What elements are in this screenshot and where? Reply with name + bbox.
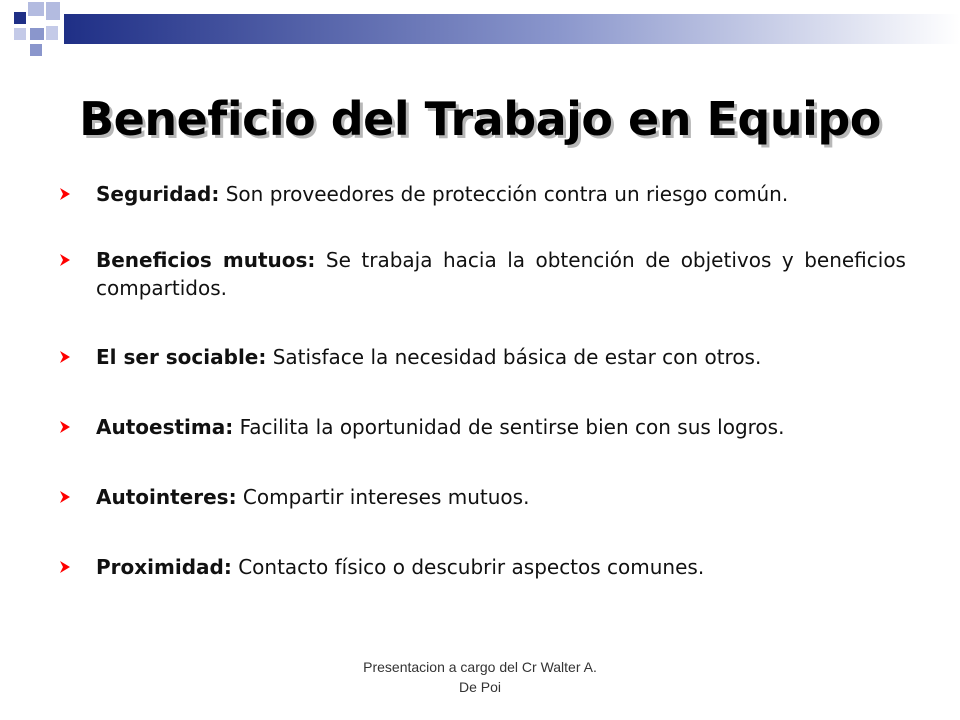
decor-square [14, 12, 26, 24]
bullet-term: Beneficios mutuos: [96, 248, 316, 272]
arrowhead-bullet-icon [58, 490, 72, 504]
bullet-term: Autointeres: [96, 485, 237, 509]
bullet-text: Facilita la oportunidad de sentirse bien con sus logros. [233, 415, 785, 439]
bullet-term: Autoestima: [96, 415, 234, 439]
arrowhead-bullet-icon [58, 350, 72, 364]
arrowhead-bullet-icon [58, 253, 72, 267]
bullet-item [58, 413, 906, 441]
decor-square [46, 26, 58, 40]
bullet-text: Contacto físico o descubrir aspectos comunes. [231, 555, 705, 579]
bullet-item [58, 553, 906, 581]
bullet-item [58, 246, 906, 302]
bullet-text: Compartir intereses mutuos. [236, 485, 530, 509]
bullet-term: Seguridad: [96, 182, 220, 206]
bullet-text: Son proveedores de protección contra un riesgo común. [219, 182, 789, 206]
decor-square [46, 2, 60, 20]
decor-gradient-bar [64, 14, 960, 44]
slide-title: Beneficio del Trabajo en Equipo [79, 92, 881, 146]
footer-line-2: De Poi [458, 679, 502, 695]
bullet-item [58, 343, 906, 371]
decor-square [30, 28, 44, 40]
arrowhead-bullet-icon [58, 187, 72, 201]
decor-square [14, 28, 26, 40]
arrowhead-bullet-icon [58, 420, 72, 434]
bullet-term: El ser sociable: [96, 345, 267, 369]
arrowhead-bullet-icon [58, 560, 72, 574]
decor-square [30, 44, 42, 56]
decor-square [28, 2, 44, 16]
bullet-text: Satisface la necesidad básica de estar con otros. [266, 345, 762, 369]
bullet-item [58, 483, 906, 511]
bullet-text: Se trabaja hacia la obtención de objetivos y beneficios compartidos. [96, 248, 906, 300]
footer-line-1: Presentacion a cargo del Cr Walter A. [363, 659, 597, 675]
header-decoration [0, 0, 960, 60]
slide-footer [330, 657, 630, 697]
bullet-item [58, 180, 906, 208]
bullet-term: Proximidad: [96, 555, 232, 579]
